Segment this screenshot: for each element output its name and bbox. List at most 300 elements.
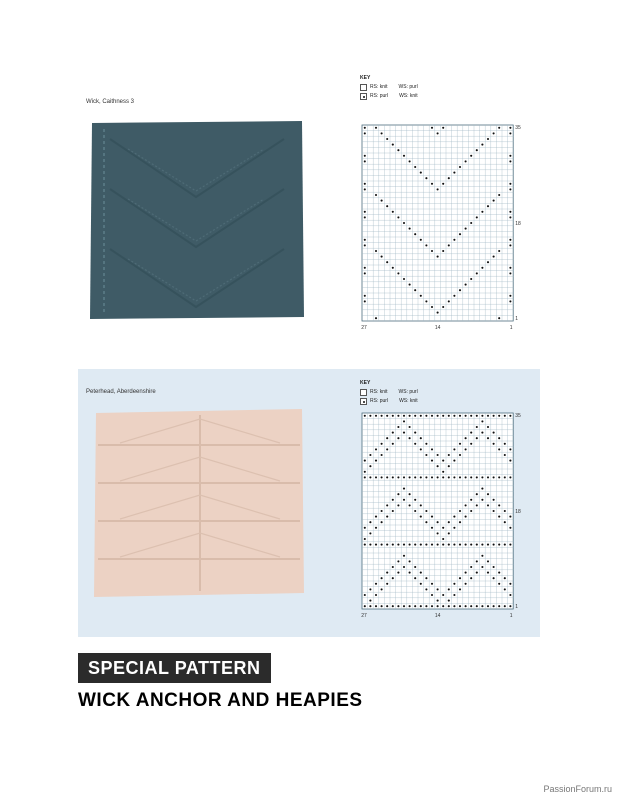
purl-stitch-mark [369,521,371,523]
col-label-middle: 14 [434,613,441,619]
purl-stitch-mark [364,127,366,129]
purl-stitch-mark [498,317,500,319]
purl-stitch-mark [476,415,478,417]
purl-stitch-mark [481,499,483,501]
purl-stitch-mark [459,577,461,579]
purl-stitch-mark [414,544,416,546]
purl-stitch-mark [481,144,483,146]
purl-stitch-mark [431,415,433,417]
purl-stitch-mark [504,605,506,607]
purl-stitch-mark [364,183,366,185]
purl-stitch-mark [437,454,439,456]
purl-stitch-mark [493,432,495,434]
purl-stitch-mark [470,510,472,512]
purl-stitch-mark [465,476,467,478]
knitting-chart [358,119,528,347]
purl-stitch-mark [364,244,366,246]
purl-stitch-mark [403,566,405,568]
purl-stitch-mark [442,476,444,478]
purl-stitch-mark [369,465,371,467]
purl-stitch-mark [487,504,489,506]
purl-stitch-mark [403,605,405,607]
swatch-caption: Peterhead, Aberdeenshire [86,389,156,395]
purl-stitch-mark [476,437,478,439]
purl-stitch-mark [498,605,500,607]
purl-stitch-mark [381,132,383,134]
purl-stitch-mark [381,544,383,546]
purl-stitch-mark [392,605,394,607]
purl-stitch-mark [420,605,422,607]
key-rs-label: RS: purl [370,398,389,404]
purl-stitch-mark [453,583,455,585]
purl-stitch-mark [397,560,399,562]
purl-stitch-mark [453,415,455,417]
purl-stitch-mark [414,510,416,512]
purl-stitch-mark [369,476,371,478]
purl-stitch-mark [509,244,511,246]
purl-stitch-mark [364,300,366,302]
purl-stitch-mark [437,312,439,314]
purl-stitch-mark [448,532,450,534]
purl-stitch-mark [364,211,366,213]
row-label-top: 35 [515,413,521,419]
key-row-knit [360,83,418,92]
purl-stitch-mark [425,577,427,579]
purl-stitch-mark [403,499,405,501]
purl-stitch-mark [364,538,366,540]
purl-stitch-mark [392,415,394,417]
purl-stitch-mark [493,566,495,568]
purl-stitch-mark [369,454,371,456]
purl-stitch-mark [448,476,450,478]
purl-stitch-mark [409,160,411,162]
key-rs-label: RS: knit [370,389,388,395]
purl-stitch-mark [403,488,405,490]
purl-stitch-mark [409,504,411,506]
purl-stitch-mark [448,588,450,590]
purl-stitch-mark [509,155,511,157]
purl-symbol-icon [360,398,367,405]
purl-stitch-mark [409,560,411,562]
purl-stitch-mark [504,544,506,546]
purl-stitch-mark [453,172,455,174]
purl-stitch-mark [481,211,483,213]
purl-stitch-mark [375,516,377,518]
purl-stitch-mark [470,499,472,501]
purl-stitch-mark [459,233,461,235]
purl-stitch-mark [375,594,377,596]
purl-stitch-mark [397,216,399,218]
purl-stitch-mark [431,476,433,478]
purl-stitch-mark [487,544,489,546]
purl-stitch-mark [493,544,495,546]
purl-stitch-mark [442,183,444,185]
knit-swatch-image [88,119,306,321]
purl-stitch-mark [386,605,388,607]
key-row-knit [360,388,418,397]
pattern-panel-peterhead [78,369,540,637]
purl-stitch-mark [397,415,399,417]
purl-stitch-mark [509,605,511,607]
purl-stitch-mark [448,415,450,417]
purl-stitch-mark [476,216,478,218]
purl-stitch-mark [476,605,478,607]
purl-stitch-mark [431,516,433,518]
purl-stitch-mark [403,415,405,417]
purl-stitch-mark [403,155,405,157]
row-label-bottom: 1 [515,316,518,322]
purl-stitch-mark [448,544,450,546]
purl-stitch-mark [481,544,483,546]
purl-stitch-mark [409,426,411,428]
purl-stitch-mark [504,454,506,456]
purl-stitch-mark [375,127,377,129]
purl-stitch-mark [386,138,388,140]
purl-stitch-mark [386,583,388,585]
purl-stitch-mark [453,527,455,529]
purl-symbol-icon [360,93,367,100]
purl-stitch-mark [442,471,444,473]
purl-stitch-mark [481,605,483,607]
purl-stitch-mark [375,605,377,607]
purl-stitch-mark [498,544,500,546]
purl-stitch-mark [498,194,500,196]
purl-stitch-mark [493,476,495,478]
purl-stitch-mark [437,605,439,607]
purl-stitch-mark [381,200,383,202]
purl-stitch-mark [364,605,366,607]
purl-stitch-mark [431,460,433,462]
key-rs-label: RS: purl [370,93,389,99]
purl-stitch-mark [381,443,383,445]
purl-stitch-mark [459,510,461,512]
purl-stitch-mark [381,521,383,523]
purl-stitch-mark [481,476,483,478]
purl-stitch-mark [442,250,444,252]
purl-stitch-mark [392,499,394,501]
purl-stitch-mark [465,160,467,162]
purl-stitch-mark [364,155,366,157]
purl-stitch-mark [476,504,478,506]
purl-stitch-mark [509,216,511,218]
purl-stitch-mark [425,244,427,246]
purl-stitch-mark [403,544,405,546]
purl-stitch-mark [409,605,411,607]
purl-stitch-mark [437,476,439,478]
purl-stitch-mark [481,432,483,434]
knit-symbol-icon [360,389,367,396]
purl-stitch-mark [437,532,439,534]
purl-stitch-mark [375,476,377,478]
purl-stitch-mark [465,228,467,230]
purl-stitch-mark [448,465,450,467]
purl-stitch-mark [381,577,383,579]
purl-stitch-mark [425,521,427,523]
purl-stitch-mark [425,588,427,590]
purl-stitch-mark [498,504,500,506]
key-row-purl [360,397,418,406]
purl-stitch-mark [381,510,383,512]
purl-stitch-mark [386,261,388,263]
purl-stitch-mark [504,510,506,512]
purl-stitch-mark [476,476,478,478]
purl-stitch-mark [459,544,461,546]
purl-stitch-mark [375,317,377,319]
key-ws-label: WS: purl [398,389,418,395]
purl-stitch-mark [465,284,467,286]
purl-stitch-mark [364,132,366,134]
purl-stitch-mark [425,476,427,478]
purl-stitch-mark [414,443,416,445]
purl-stitch-mark [487,560,489,562]
purl-stitch-mark [453,239,455,241]
purl-stitch-mark [459,588,461,590]
purl-stitch-mark [414,499,416,501]
purl-stitch-mark [414,577,416,579]
purl-stitch-mark [392,577,394,579]
purl-stitch-mark [409,572,411,574]
purl-stitch-mark [425,605,427,607]
purl-stitch-mark [504,443,506,445]
purl-stitch-mark [487,572,489,574]
purl-stitch-mark [487,138,489,140]
purl-stitch-mark [465,437,467,439]
purl-stitch-mark [425,443,427,445]
purl-stitch-mark [470,443,472,445]
purl-stitch-mark [442,127,444,129]
purl-stitch-mark [375,583,377,585]
purl-stitch-mark [392,566,394,568]
purl-stitch-mark [509,527,511,529]
purl-stitch-mark [493,577,495,579]
purl-stitch-mark [420,437,422,439]
purl-stitch-mark [476,149,478,151]
purl-stitch-mark [425,177,427,179]
purl-stitch-mark [397,149,399,151]
purl-stitch-mark [465,415,467,417]
purl-stitch-mark [364,544,366,546]
purl-stitch-mark [442,605,444,607]
purl-stitch-mark [498,583,500,585]
row-label-top: 35 [515,125,521,131]
purl-stitch-mark [420,172,422,174]
purl-stitch-mark [375,194,377,196]
purl-stitch-mark [453,516,455,518]
purl-stitch-mark [476,544,478,546]
purl-stitch-mark [498,476,500,478]
purl-stitch-mark [409,284,411,286]
purl-stitch-mark [442,460,444,462]
purl-stitch-mark [397,272,399,274]
purl-stitch-mark [465,504,467,506]
purl-stitch-mark [431,544,433,546]
purl-stitch-mark [465,544,467,546]
purl-stitch-mark [437,588,439,590]
swatch-caption: Wick, Caithness 3 [86,99,135,105]
purl-stitch-mark [414,432,416,434]
purl-stitch-mark [509,448,511,450]
purl-stitch-mark [364,460,366,462]
purl-stitch-mark [509,267,511,269]
purl-stitch-mark [381,454,383,456]
purl-stitch-mark [392,510,394,512]
purl-stitch-mark [392,267,394,269]
purl-stitch-mark [487,476,489,478]
purl-stitch-mark [470,415,472,417]
purl-stitch-mark [403,222,405,224]
purl-stitch-mark [459,476,461,478]
pattern-title: WICK ANCHOR AND HEAPIES [78,690,363,711]
purl-stitch-mark [453,594,455,596]
purl-stitch-mark [509,516,511,518]
purl-stitch-mark [431,448,433,450]
col-label-left: 27 [361,613,367,619]
purl-stitch-mark [397,437,399,439]
purl-stitch-mark [420,239,422,241]
purl-stitch-mark [397,605,399,607]
purl-stitch-mark [414,233,416,235]
purl-stitch-mark [487,493,489,495]
purl-stitch-mark [392,211,394,213]
purl-stitch-mark [470,544,472,546]
purl-stitch-mark [442,527,444,529]
purl-stitch-mark [397,476,399,478]
purl-stitch-mark [375,527,377,529]
purl-stitch-mark [459,521,461,523]
purl-stitch-mark [459,454,461,456]
purl-stitch-mark [442,594,444,596]
knit-symbol-icon [360,84,367,91]
purl-stitch-mark [487,426,489,428]
key-row-purl [360,92,418,101]
purl-stitch-mark [375,544,377,546]
purl-stitch-mark [459,605,461,607]
purl-stitch-mark [375,250,377,252]
purl-stitch-mark [437,256,439,258]
purl-stitch-mark [509,460,511,462]
purl-stitch-mark [369,544,371,546]
purl-stitch-mark [403,432,405,434]
purl-stitch-mark [493,415,495,417]
purl-stitch-mark [420,583,422,585]
purl-stitch-mark [509,127,511,129]
purl-stitch-mark [403,476,405,478]
purl-stitch-mark [431,250,433,252]
purl-stitch-mark [509,295,511,297]
purl-stitch-mark [364,471,366,473]
purl-stitch-mark [504,577,506,579]
purl-stitch-mark [425,544,427,546]
purl-stitch-mark [481,267,483,269]
purl-stitch-mark [504,521,506,523]
purl-stitch-mark [509,300,511,302]
purl-stitch-mark [498,250,500,252]
purl-stitch-mark [414,566,416,568]
purl-stitch-mark [465,605,467,607]
purl-stitch-mark [375,460,377,462]
purl-stitch-mark [487,605,489,607]
purl-stitch-mark [420,476,422,478]
purl-stitch-mark [498,415,500,417]
purl-stitch-mark [386,516,388,518]
purl-stitch-mark [470,278,472,280]
purl-stitch-mark [431,127,433,129]
purl-stitch-mark [392,443,394,445]
purl-stitch-mark [431,594,433,596]
purl-stitch-mark [448,300,450,302]
purl-stitch-mark [470,605,472,607]
purl-stitch-mark [425,510,427,512]
purl-stitch-mark [509,415,511,417]
purl-stitch-mark [409,437,411,439]
purl-stitch-mark [431,183,433,185]
purl-stitch-mark [493,443,495,445]
pattern-panel-wick [78,71,540,349]
purl-stitch-mark [364,272,366,274]
purl-stitch-mark [504,415,506,417]
purl-stitch-mark [498,437,500,439]
purl-stitch-mark [453,448,455,450]
purl-stitch-mark [369,605,371,607]
purl-stitch-mark [448,454,450,456]
purl-stitch-mark [364,476,366,478]
purl-stitch-mark [470,155,472,157]
purl-stitch-mark [409,493,411,495]
purl-stitch-mark [369,415,371,417]
purl-stitch-mark [493,132,495,134]
purl-stitch-mark [448,244,450,246]
purl-stitch-mark [453,544,455,546]
col-label-right: 1 [509,613,513,619]
purl-stitch-mark [386,572,388,574]
purl-stitch-mark [364,295,366,297]
purl-stitch-mark [453,295,455,297]
purl-stitch-mark [465,583,467,585]
purl-stitch-mark [476,426,478,428]
purl-stitch-mark [437,465,439,467]
key-title: KEY [360,75,371,81]
purl-stitch-mark [420,448,422,450]
purl-stitch-mark [459,166,461,168]
purl-stitch-mark [414,605,416,607]
purl-stitch-mark [493,510,495,512]
purl-stitch-mark [481,415,483,417]
purl-stitch-mark [381,605,383,607]
purl-stitch-mark [386,437,388,439]
purl-stitch-mark [381,415,383,417]
purl-stitch-mark [442,306,444,308]
purl-stitch-mark [431,583,433,585]
purl-stitch-mark [403,555,405,557]
purl-stitch-mark [470,222,472,224]
purl-stitch-mark [381,476,383,478]
purl-stitch-mark [409,476,411,478]
purl-stitch-mark [431,605,433,607]
purl-stitch-mark [425,300,427,302]
purl-stitch-mark [425,415,427,417]
purl-stitch-mark [498,572,500,574]
col-label-middle: 14 [434,325,441,331]
purl-stitch-mark [453,476,455,478]
purl-stitch-mark [397,572,399,574]
purl-stitch-mark [465,448,467,450]
purl-stitch-mark [386,504,388,506]
purl-stitch-mark [437,415,439,417]
purl-stitch-mark [481,420,483,422]
purl-stitch-mark [498,127,500,129]
purl-stitch-mark [386,448,388,450]
purl-stitch-mark [420,504,422,506]
